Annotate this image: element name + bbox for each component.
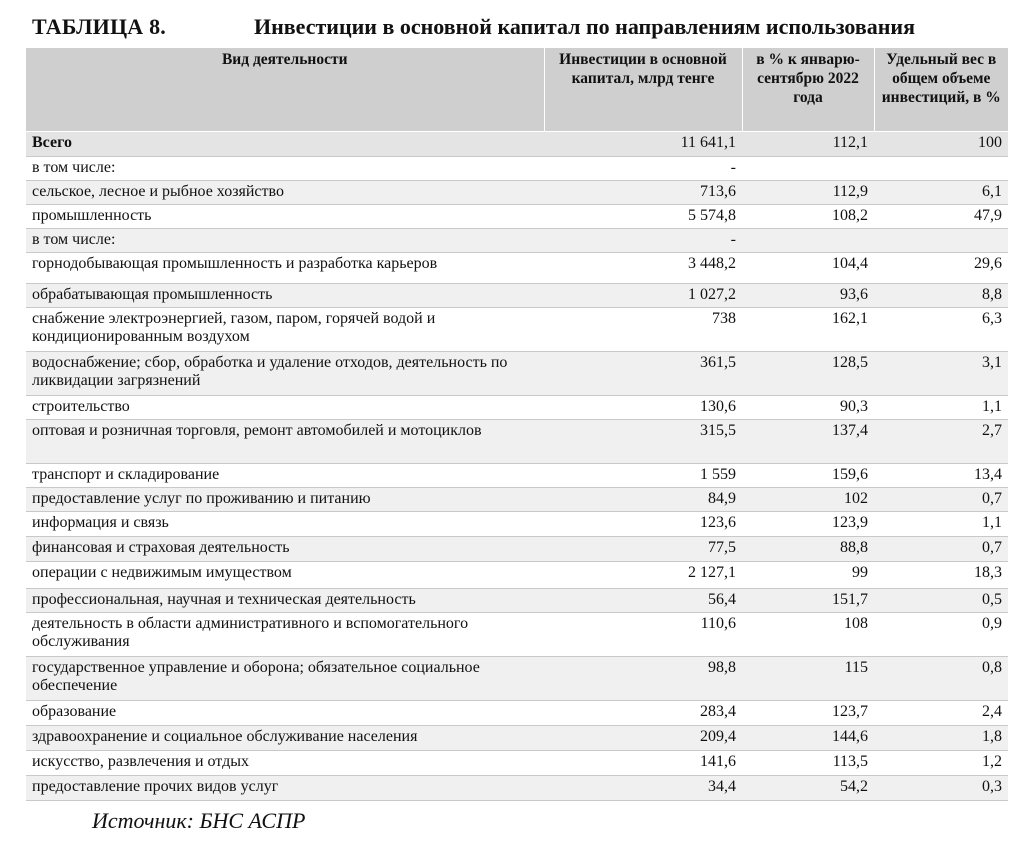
row-name: промышленность <box>26 205 544 229</box>
table-row <box>26 613 1008 657</box>
row-percent: 123,9 <box>742 512 874 537</box>
header-share: Удельный вес в общем объеме инвестиций, в % <box>874 48 1008 132</box>
table-row <box>26 352 1008 396</box>
row-share: 0,7 <box>874 537 1008 562</box>
row-name: предоставление прочих видов услуг <box>26 776 544 801</box>
row-percent: 159,6 <box>742 464 874 488</box>
row-percent: 162,1 <box>742 308 874 352</box>
row-share <box>874 157 1008 181</box>
row-share: 47,9 <box>874 205 1008 229</box>
row-name: профессиональная, научная и техническая деятельность <box>26 589 544 613</box>
row-share: 18,3 <box>874 562 1008 589</box>
row-share: 0,5 <box>874 589 1008 613</box>
table-row <box>26 657 1008 701</box>
row-share: 13,4 <box>874 464 1008 488</box>
row-name: предоставление услуг по проживанию и питанию <box>26 488 544 512</box>
row-share <box>874 229 1008 253</box>
row-investment: 34,4 <box>544 776 742 801</box>
row-percent: 102 <box>742 488 874 512</box>
row-percent: 54,2 <box>742 776 874 801</box>
row-investment: 56,4 <box>544 589 742 613</box>
table-row <box>26 726 1008 751</box>
row-name: образование <box>26 701 544 726</box>
row-percent: 112,9 <box>742 181 874 205</box>
row-percent: 88,8 <box>742 537 874 562</box>
table-row <box>26 512 1008 537</box>
row-name: в том числе: <box>26 157 544 181</box>
row-investment: 1 559 <box>544 464 742 488</box>
row-investment: 738 <box>544 308 742 352</box>
table-row <box>26 181 1008 205</box>
row-share: 8,8 <box>874 284 1008 308</box>
row-share: 29,6 <box>874 253 1008 284</box>
table-number: ТАБЛИЦА 8. <box>32 14 166 39</box>
table-body <box>26 132 1008 801</box>
row-share: 2,4 <box>874 701 1008 726</box>
table-row <box>26 537 1008 562</box>
table-row <box>26 776 1008 801</box>
row-investment: 209,4 <box>544 726 742 751</box>
row-percent: 115 <box>742 657 874 701</box>
row-percent: 113,5 <box>742 751 874 776</box>
row-name: строительство <box>26 396 544 420</box>
table-row <box>26 253 1008 284</box>
table-title <box>32 14 1007 44</box>
row-name: водоснабжение; сбор, обработка и удаление отходов, деятельность по ликвидации загрязнений <box>26 352 544 396</box>
row-investment: 5 574,8 <box>544 205 742 229</box>
row-share: 0,7 <box>874 488 1008 512</box>
row-name: информация и связь <box>26 512 544 537</box>
row-investment: 130,6 <box>544 396 742 420</box>
table-caption: Инвестиции в основной капитал по направлениям использования <box>254 14 916 39</box>
table-header <box>26 48 1008 132</box>
row-name: деятельность в области административного и вспомогательного обслуживания <box>26 613 544 657</box>
row-investment: 11 641,1 <box>544 132 742 157</box>
table-row <box>26 488 1008 512</box>
row-share: 2,7 <box>874 420 1008 464</box>
source-note: Источник: БНС АСПР <box>92 808 306 833</box>
table-row <box>26 157 1008 181</box>
row-share: 1,8 <box>874 726 1008 751</box>
table-row <box>26 205 1008 229</box>
row-investment: 1 027,2 <box>544 284 742 308</box>
row-name: операции с недвижимым имуществом <box>26 562 544 589</box>
row-investment: 315,5 <box>544 420 742 464</box>
row-share: 1,2 <box>874 751 1008 776</box>
header-percent: в % к январю-сентябрю 2022 года <box>742 48 874 132</box>
row-investment: 361,5 <box>544 352 742 396</box>
row-percent: 99 <box>742 562 874 589</box>
row-percent: 112,1 <box>742 132 874 157</box>
row-share: 6,3 <box>874 308 1008 352</box>
row-investment: 84,9 <box>544 488 742 512</box>
table-row <box>26 562 1008 589</box>
row-share: 0,3 <box>874 776 1008 801</box>
table-row <box>26 284 1008 308</box>
row-name: сельское, лесное и рыбное хозяйство <box>26 181 544 205</box>
row-share: 0,9 <box>874 613 1008 657</box>
row-percent <box>742 157 874 181</box>
header-investment: Инвестиции в основной капитал, млрд тенге <box>544 48 742 132</box>
row-share: 6,1 <box>874 181 1008 205</box>
table-row <box>26 751 1008 776</box>
row-investment: 713,6 <box>544 181 742 205</box>
row-investment: 77,5 <box>544 537 742 562</box>
row-name: государственное управление и оборона; обязательное социальное обеспечение <box>26 657 544 701</box>
row-share: 0,8 <box>874 657 1008 701</box>
row-investment: 2 127,1 <box>544 562 742 589</box>
table-row <box>26 229 1008 253</box>
row-name: снабжение электроэнергией, газом, паром, горячей водой и кондиционированным воздухом <box>26 308 544 352</box>
row-name: в том числе: <box>26 229 544 253</box>
row-percent: 90,3 <box>742 396 874 420</box>
row-name: горнодобывающая промышленность и разработка карьеров <box>26 253 544 284</box>
row-share: 1,1 <box>874 512 1008 537</box>
table-row <box>26 308 1008 352</box>
row-name: оптовая и розничная торговля, ремонт автомобилей и мотоциклов <box>26 420 544 464</box>
row-name: транспорт и складирование <box>26 464 544 488</box>
row-percent: 93,6 <box>742 284 874 308</box>
table-row <box>26 701 1008 726</box>
row-share: 1,1 <box>874 396 1008 420</box>
table-row <box>26 464 1008 488</box>
row-investment: 123,6 <box>544 512 742 537</box>
row-investment: - <box>544 157 742 181</box>
row-percent: 108,2 <box>742 205 874 229</box>
row-percent: 108 <box>742 613 874 657</box>
row-name: здравоохранение и социальное обслуживание населения <box>26 726 544 751</box>
table-row <box>26 589 1008 613</box>
row-percent: 144,6 <box>742 726 874 751</box>
row-name: Всего <box>26 132 544 157</box>
row-investment: 141,6 <box>544 751 742 776</box>
row-name: искусство, развлечения и отдых <box>26 751 544 776</box>
row-percent <box>742 229 874 253</box>
row-percent: 123,7 <box>742 701 874 726</box>
row-percent: 128,5 <box>742 352 874 396</box>
table-row <box>26 396 1008 420</box>
row-investment: 283,4 <box>544 701 742 726</box>
row-share: 100 <box>874 132 1008 157</box>
header-activity: Вид деятельности <box>26 48 544 132</box>
row-name: обрабатывающая промышленность <box>26 284 544 308</box>
row-percent: 104,4 <box>742 253 874 284</box>
row-investment: 110,6 <box>544 613 742 657</box>
row-investment: 3 448,2 <box>544 253 742 284</box>
table-row <box>26 420 1008 464</box>
investment-table <box>26 48 1008 801</box>
table-row-total <box>26 132 1008 157</box>
row-investment: 98,8 <box>544 657 742 701</box>
row-share: 3,1 <box>874 352 1008 396</box>
row-name: финансовая и страховая деятельность <box>26 537 544 562</box>
row-investment: - <box>544 229 742 253</box>
row-percent: 151,7 <box>742 589 874 613</box>
row-percent: 137,4 <box>742 420 874 464</box>
